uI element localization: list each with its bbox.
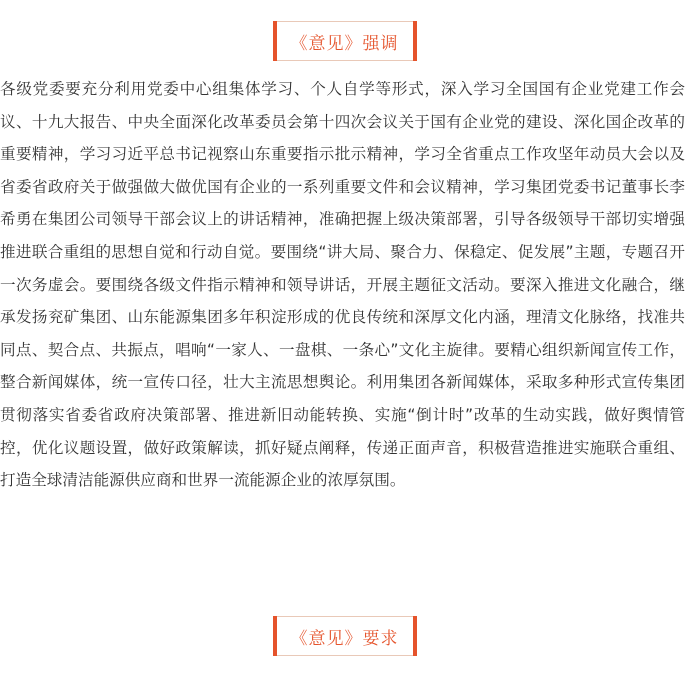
- section-header-top: [0, 20, 689, 62]
- section-title-box: [273, 616, 417, 656]
- section-header-bottom: [0, 615, 689, 657]
- section-title: 《意见》强调: [290, 33, 399, 54]
- section-title-box: [273, 21, 417, 61]
- article-paragraph: 各级党委要充分利用党委中心组集体学习、个人自学等形式，深入学习全国国有企业党建工作会议、十九大报告、中央全面深化改革委员会第十四次会议关于国有企业党的建设、深化国企改革的重要精神，学习习近平总书记视察山东重要指示批示精神，学习全省重点工作攻坚年动员大会以及省委省政府关于做强做大做优国有企业的一系列重要文件和会议精神，学习集团党委书记董事长李希勇在集团公司领导干部会议上的讲话精神，准确把握上级决策部署，引导各级领导干部切实增强推进联合重组的思想自觉和行动自觉。要围绕“讲大局、聚合力、保稳定、促发展”主题，专题召开一次务虚会。要围绕各级文件指示精神和领导讲话，开展主题征文活动。要深入推进文化融合，继承发扬兖矿集团、山东能源集团多年积淀形成的优良传统和深厚文化内涵，理清文化脉络，找准共同点、契合点、共振点，唱响“一家人、一盘棋、一条心”文化主旋律。要精心组织新闻宣传工作，整合新闻媒体，统一宣传口径，壮大主流思想舆论。利用集团各新闻媒体，采取多种形式宣传集团贯彻落实省委省政府决策部署、推进新旧动能转换、实施“倒计时”改革的生动实践，做好舆情管控，优化议题设置，做好政策解读，抓好疑点阐释，传递正面声音，积极营造推进实施联合重组、打造全球清洁能源供应商和世界一流能源企业的浓厚氛围。: [0, 80, 685, 490]
- section-title: 《意见》要求: [290, 628, 399, 649]
